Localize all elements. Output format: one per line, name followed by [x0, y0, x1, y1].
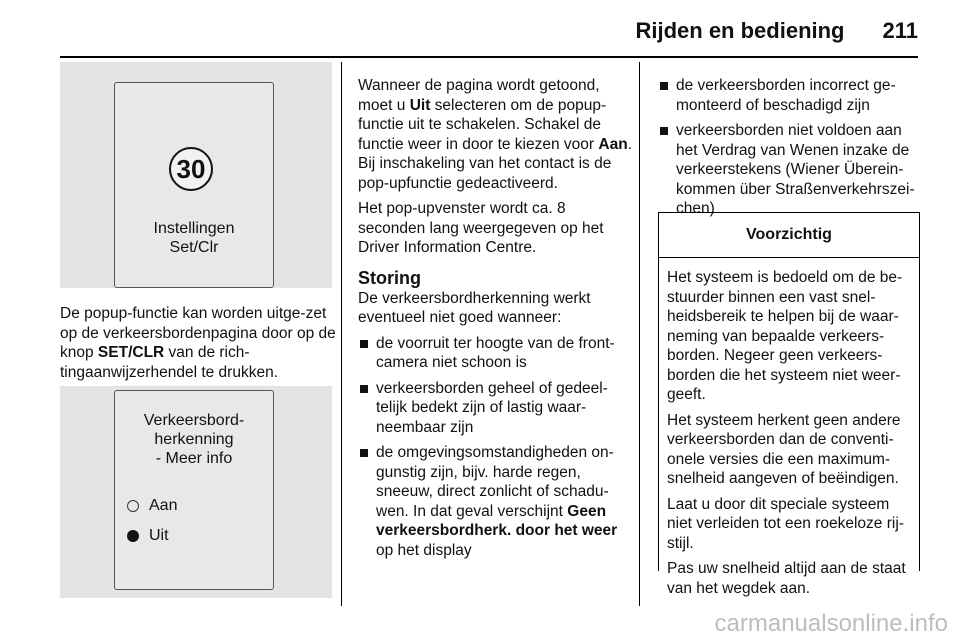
- setclr-label: Set/Clr: [169, 239, 219, 256]
- right-column: [658, 76, 920, 225]
- list-item: verkeersborden geheel of gedeel-telijk bedekt zijn of lastig waar-neembaar zijn: [358, 379, 636, 438]
- mid-paragraph-1: Wanneer de pagina wordt getoond, moet u Uit selecteren om de popup-functie uit te schakelen. Schakel de functie weer in door te kiezen voor Aan. Bij inschakeling van het contact is de pop-upfunctie gedeactiveerd.: [358, 77, 632, 192]
- option-uit[interactable]: [127, 527, 169, 545]
- bullet-square-icon: [360, 340, 368, 348]
- uit-ref: Uit: [409, 96, 431, 114]
- list-item: de verkeersborden incorrect ge-monteerd of beschadigd zijn: [658, 76, 920, 115]
- list-item: de omgevingsomstandigheden on-gunstig zijn, bijv. harde regen, sneeuw, direct zonlicht of schadu-wen. In dat geval verschijnt Geen verkeersbordherk. door het weer op het display: [358, 443, 636, 560]
- setclr-button-ref: SET/CLR: [97, 344, 165, 361]
- list-item: verkeersborden niet voldoen aan het Verdrag van Wenen inzake de verkeerstekens (Wiener Überein-kommen über Straßenverkehrszei-chen): [658, 121, 920, 219]
- caution-paragraph: Het systeem is bedoeld om de be-stuurder binnen een vast snel-heidsbereik te helpen bij de waar-neming van bepaalde verkeers-borden. Negeer geen verkeers-borden die het systeem niet weer-geeft.: [667, 269, 903, 403]
- menu-title-line1: Verkeersbord-: [143, 412, 245, 429]
- display-image-menu: [60, 386, 332, 598]
- header-rule: [60, 56, 918, 58]
- page-number: 211: [882, 18, 918, 43]
- menu-panel: [114, 390, 274, 590]
- left-paragraph: [60, 304, 336, 382]
- settings-label: Instellingen: [153, 220, 235, 237]
- list-item: de voorruit ter hoogte van de front-camera niet schoon is: [358, 334, 636, 373]
- caution-paragraph: Het systeem herkent geen andere verkeersborden dan de conventi-onele versies die een maximum-snelheid aangeven of beëindigen.: [667, 411, 901, 487]
- speed-limit-sign-icon: [169, 147, 213, 191]
- storing-intro: De verkeersbordherkenning werkt eventueel niet goed wanneer:: [358, 289, 591, 326]
- caution-paragraph: Laat u door dit speciale systeem niet verleiden tot een roekeloze rij-stijl.: [667, 495, 904, 552]
- display-image-settings: [60, 62, 332, 288]
- page-header: [635, 18, 918, 44]
- bullet-square-icon: [660, 127, 668, 135]
- radio-filled-icon: [127, 530, 139, 542]
- menu-title-line3: - Meer info: [155, 450, 233, 467]
- column-divider-left: [341, 62, 342, 606]
- option-uit-label: Uit: [149, 527, 169, 544]
- option-aan-label: Aan: [149, 497, 178, 514]
- mid-paragraph-2: Het pop-upvenster wordt ca. 8 seconden lang weergegeven op het Driver Information Centre.: [358, 200, 604, 256]
- weather-message-ref: Geen verkeersbordherk. door het weer: [376, 502, 618, 539]
- caution-paragraph: Pas uw snelheid altijd aan de staat van het wegdek aan.: [667, 560, 906, 597]
- speed-limit-value: 30: [176, 153, 206, 184]
- watermark: carmanualsonline.info: [714, 610, 948, 637]
- bullet-square-icon: [660, 82, 668, 90]
- left-para-text: De popup-functie kan worden uitge-zet op de verkeersbordenpagina door op de knop: [60, 305, 336, 361]
- aan-ref: Aan: [598, 135, 628, 153]
- column-divider-right: [639, 62, 640, 606]
- display-panel: [114, 82, 274, 288]
- section-heading-storing: Storing: [358, 267, 421, 288]
- middle-column: [358, 76, 636, 566]
- menu-title-line2: herkenning: [154, 431, 234, 448]
- bullet-square-icon: [360, 385, 368, 393]
- radio-empty-icon: [127, 500, 139, 512]
- left-para-text-end: van de rich-tingaanwijzerhendel te drukken.: [60, 344, 278, 381]
- caution-title: Voorzichtig: [659, 213, 919, 258]
- bullet-square-icon: [360, 449, 368, 457]
- caution-box: [658, 212, 920, 597]
- option-aan[interactable]: [127, 497, 177, 515]
- chapter-title: Rijden en bediening: [635, 18, 845, 43]
